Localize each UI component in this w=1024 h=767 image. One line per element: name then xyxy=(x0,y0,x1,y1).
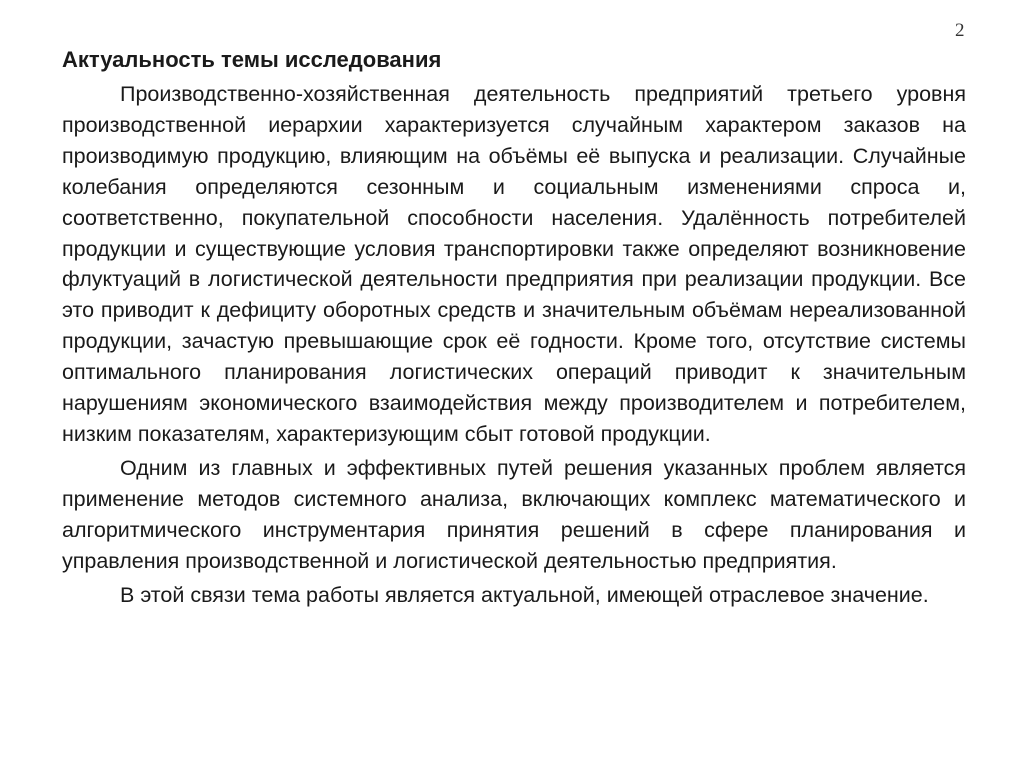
paragraph-2: Одним из главных и эффективных путей решения указанных проблем является применение методов системного анализа, включающих комплекс математического и алгоритмического инструментария принятия решений в сфере планирования и управления производственной и логистической деятельностью предприятия. xyxy=(62,455,966,573)
page-number: 2 xyxy=(955,20,965,41)
document-body xyxy=(62,44,966,610)
section-title: Актуальность темы исследования xyxy=(62,47,442,72)
paragraph-1: Производственно-хозяйственная деятельность предприятий третьего уровня производственной иерархии характеризуется случайным характером заказов на производимую продукцию, влияющим на объёмы её выпуска и реализации. Случайные колебания определяются сезонным и социальным изменениями спроса и, соответственно, покупательной способности населения. Удалённость потребителей продукции и существующие условия транспортировки также определяют возникновение флуктуаций в логистической деятельности предприятия при реализации продукции. Все это приводит к дефициту оборотных средств и значительным объёмам нереализованной продукции, зачастую превышающие срок её годности. Кроме того, отсутствие системы оптимального планирования логистических операций приводит к значительным нарушениям экономического взаимодействия между производителем и потребителем, низким показателям, характеризующим сбыт готовой продукции. xyxy=(62,82,966,446)
paragraph-3: В этой связи тема работы является актуальной, имеющей отраслевое значение. xyxy=(120,582,929,607)
